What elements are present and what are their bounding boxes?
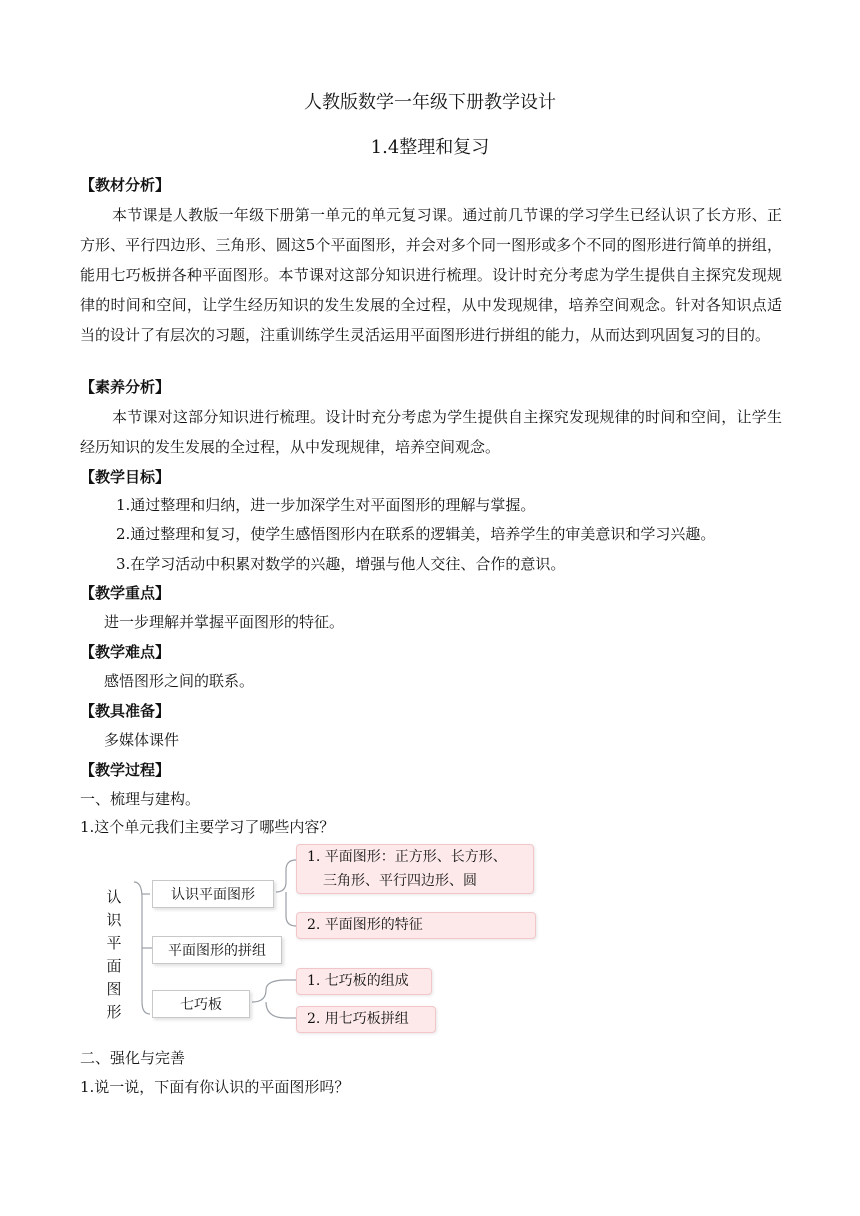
teaching-difficulty-body: 感悟图形之间的联系。 bbox=[104, 672, 255, 690]
process-step-2: 二、强化与完善 bbox=[80, 1049, 186, 1067]
process-step-1-question: 1.这个单元我们主要学习了哪些内容？ bbox=[80, 818, 335, 836]
branch-shape-composition: 平面图形的拼组 bbox=[152, 936, 282, 964]
goal-item-2: 2.通过整理和复习，使学生感悟图形内在联系的逻辑美，培养学生的审美意识和学习兴趣。 bbox=[116, 525, 716, 543]
leaf-tangram-compose: 2. 用七巧板拼组 bbox=[296, 1006, 436, 1033]
heading-teaching-key: 【教学重点】 bbox=[80, 584, 171, 602]
heading-textbook-analysis: 【教材分析】 bbox=[80, 176, 171, 194]
teaching-key-body: 进一步理解并掌握平面图形的特征。 bbox=[104, 613, 345, 631]
unit-mind-map bbox=[90, 842, 550, 1042]
literacy-analysis-body: 本节课对这部分知识进行梳理。设计时充分考虑为学生提供自主探究发现规律的时间和空间，让学生经历知识的发生发展的全过程，从中发现规律，培养空间观念。 bbox=[80, 408, 782, 456]
heading-literacy-analysis: 【素养分析】 bbox=[80, 378, 171, 396]
leaf-tangram-parts: 1. 七巧板的组成 bbox=[296, 968, 432, 995]
mind-map-root: 认 识 平 面 图 形 bbox=[106, 888, 122, 1021]
branch-recognize-shapes: 认识平面图形 bbox=[152, 880, 274, 908]
textbook-analysis-body: 本节课是人教版一年级下册第一单元的单元复习课。通过前几节课的学习学生已经认识了长方形、正方形、平行四边形、三角形、圆这5个平面图形，并会对多个同一图形或多个不同的图形进行简单的拼组，能用七巧板拼各种平面图形。本节课对这部分知识进行梳理。设计时充分考虑为学生提供自主探究发现规律的时间和空间，让学生经历知识的发生发展的全过程，从中发现规律，培养空间观念。针对各知识点适当的设计了有层次的习题，注重训练学生灵活运用平面图形进行拼组的能力，从而达到巩固复习的目的。 bbox=[80, 206, 782, 344]
goal-item-3: 3.在学习活动中积累对数学的兴趣，增强与他人交往、合作的意识。 bbox=[116, 555, 566, 573]
leaf-plane-shapes: 1. 平面图形：正方形、长方形、 三角形、平行四边形、圆 bbox=[296, 844, 534, 894]
heading-teaching-process: 【教学过程】 bbox=[80, 761, 171, 779]
leaf-shape-features: 2. 平面图形的特征 bbox=[296, 912, 536, 939]
process-step-1: 一、梳理与建构。 bbox=[80, 790, 201, 808]
teaching-tools-body: 多媒体课件 bbox=[104, 731, 180, 749]
heading-teaching-difficulty: 【教学难点】 bbox=[80, 643, 171, 661]
branch-tangram: 七巧板 bbox=[152, 990, 250, 1018]
process-step-2-question: 1.说一说，下面有你认识的平面图形吗？ bbox=[80, 1078, 350, 1096]
document-subtitle: 1.4整理和复习 bbox=[370, 137, 490, 158]
document-title: 人教版数学一年级下册教学设计 bbox=[304, 92, 556, 113]
goal-item-1: 1.通过整理和归纳，进一步加深学生对平面图形的理解与掌握。 bbox=[116, 496, 536, 514]
heading-teaching-tools: 【教具准备】 bbox=[80, 702, 171, 720]
heading-teaching-goals: 【教学目标】 bbox=[80, 468, 171, 486]
